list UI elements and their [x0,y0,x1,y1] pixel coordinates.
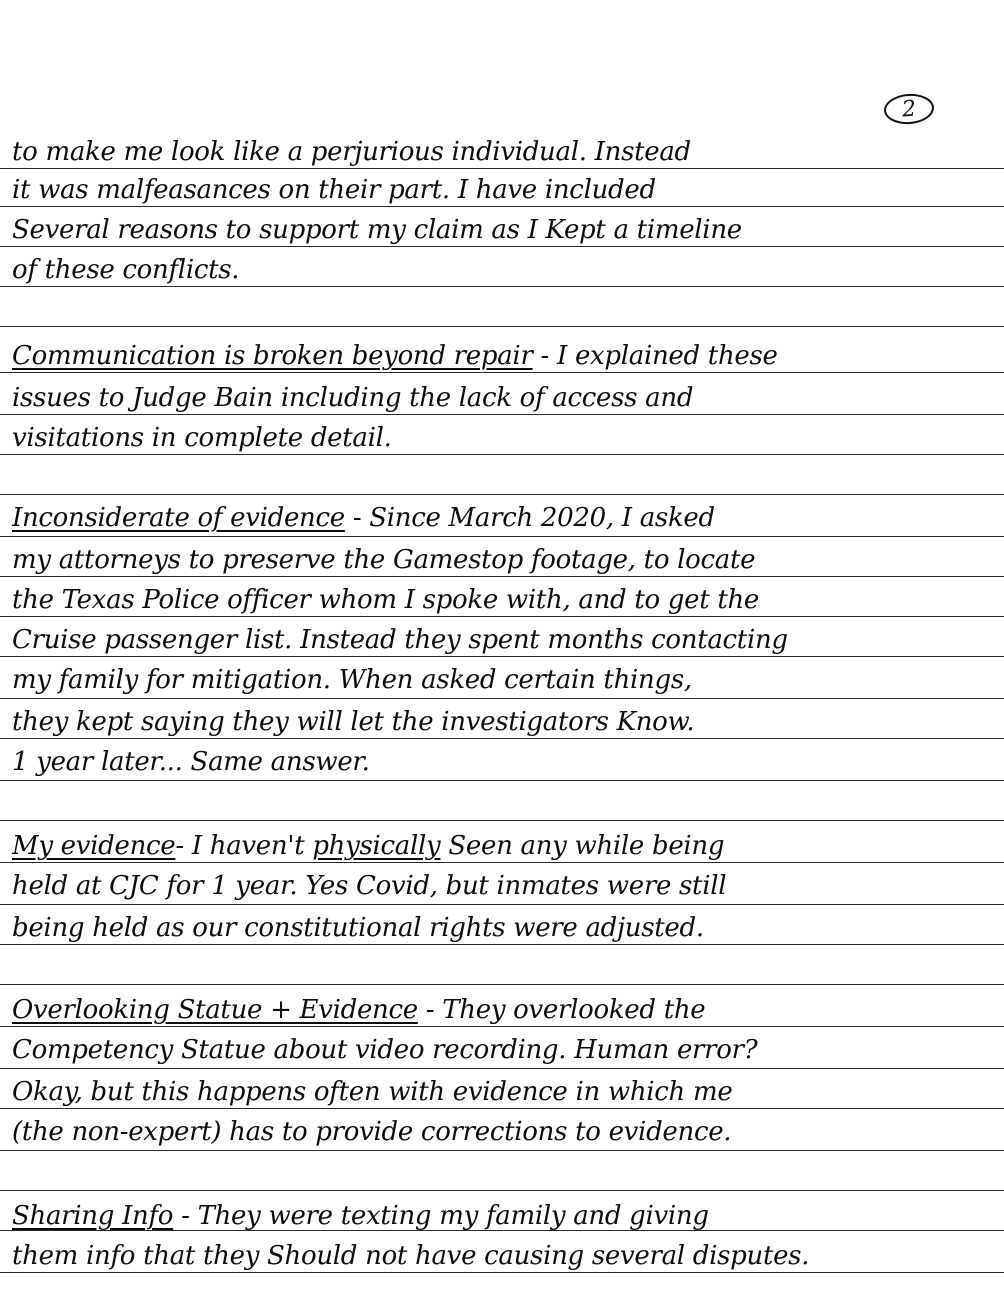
paragraph-heading: My evidence [12,831,176,861]
ruled-line [0,984,1004,985]
text-line: the Texas Police officer whom I spoke with, and to get the [12,585,760,615]
page-number: 2 [901,96,917,122]
text-line: my attorneys to preserve the Gamestop footage, to locate [12,545,756,575]
text-line: My evidence- I haven't physically Seen any while being [12,831,725,861]
ruled-line [0,1190,1004,1191]
text-line: my family for mitigation. When asked certain things, [12,665,692,695]
ruled-line [0,820,1004,821]
paragraph-heading: Sharing Info [12,1201,174,1231]
ruled-line [0,326,1004,327]
text-line: Inconsiderate of evidence - Since March 2020, I asked [12,503,715,533]
text-line: Competency Statue about video recording. Human error? [12,1035,758,1065]
text-line: of these conflicts. [12,255,240,285]
paragraph-heading: Communication is broken beyond repair [12,341,533,371]
text-line: 1 year later... Same answer. [12,747,370,777]
text-line: Communication is broken beyond repair - I explained these [12,341,778,371]
emphasized-word: physically [312,831,441,861]
text-line: them info that they Should not have causing several disputes. [12,1241,810,1271]
paragraph-heading: Overlooking Statue + Evidence [12,995,418,1025]
text-line: visitations in complete detail. [12,423,392,453]
text-line: Sharing Info - They were texting my family and giving [12,1201,709,1231]
paragraph-heading: Inconsiderate of evidence [12,503,345,533]
text-line: they kept saying they will let the investigators Know. [12,707,695,737]
text-line: Okay, but this happens often with evidence in which me [12,1077,733,1107]
text-line: issues to Judge Bain including the lack of access and [12,383,694,413]
text-line: Several reasons to support my claim as I Kept a timeline [12,215,742,245]
text-line: being held as our constitutional rights were adjusted. [12,913,704,943]
page-number-circle [883,92,935,125]
text-line: Overlooking Statue + Evidence - They overlooked the [12,995,706,1025]
text-line: (the non-expert) has to provide corrections to evidence. [12,1117,732,1147]
ruled-line [0,494,1004,495]
text-line: to make me look like a perjurious individual. Instead [12,137,691,167]
text-line: it was malfeasances on their part. I have included [12,175,656,205]
text-line: Cruise passenger list. Instead they spent months contacting [12,625,788,655]
text-line: held at CJC for 1 year. Yes Covid, but inmates were still [12,871,727,901]
